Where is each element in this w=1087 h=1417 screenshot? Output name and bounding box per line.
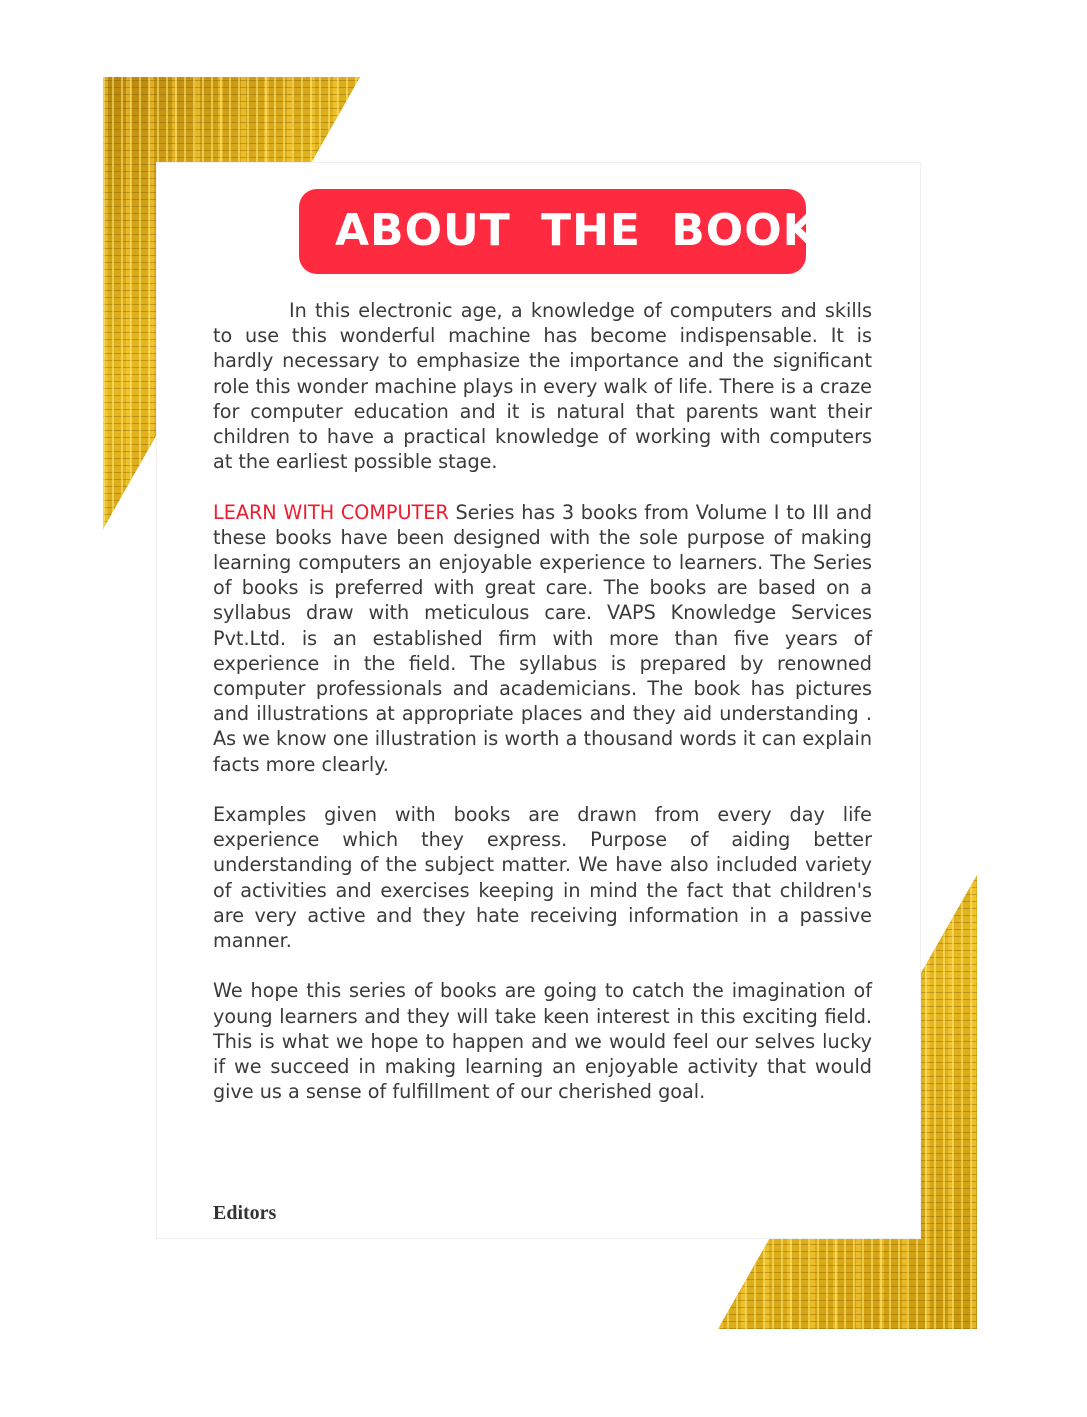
paragraph-hope: We hope this series of books are going to catch the imagination of young learners and they will take keen interest in this exciting field. This is what we hope to happen and we would feel our selves lucky if we succeed in making learning an enjoyable activity that would give us a sense of fulfillment of our cherished goal.: [213, 979, 872, 1104]
series-name: LEARN WITH COMPUTER: [213, 500, 449, 524]
paragraph-examples: Examples given with books are drawn from every day life experience which they express. Purpose of aiding better understanding of the subject matter. We have also included variety of activities and exercises keeping in mind the fact that children's are very active and they hate receiving information in a passive manner.: [213, 803, 872, 953]
paragraph-series: [213, 500, 872, 777]
title-banner: [299, 189, 818, 274]
paragraph-intro: In this electronic age, a knowledge of computers and skills to use this wonderful machine has become indispensable. It is hardly necessary to emphasize the importance and the significant role this wonder machine plays in every walk of life. There is a craze for computer education and it is natural that parents want their children to have a practical knowledge of working with computers at the earliest possible stage.: [213, 299, 872, 474]
signature: Editors: [213, 1202, 277, 1224]
body-text: [213, 298, 872, 1130]
paragraph-series-text: Series has 3 books from Volume I to III and these books have been designed with the sole purpose of making learning computers an enjoyable experience to learners. The Series of books is preferred with great care. The books are based on a syllabus draw with meticulous care. VAPS Knowledge Services Pvt.Ltd. is an established firm with more than five years of experience in the field. The syllabus is prepared by renowned computer professionals and academicians. The book has pictures and illustrations at appropriate places and they aid understanding . As we know one illustration is worth a thousand words it can explain facts more clearly.: [213, 500, 872, 776]
page-title: ABOUT THE BOOK: [335, 205, 818, 256]
